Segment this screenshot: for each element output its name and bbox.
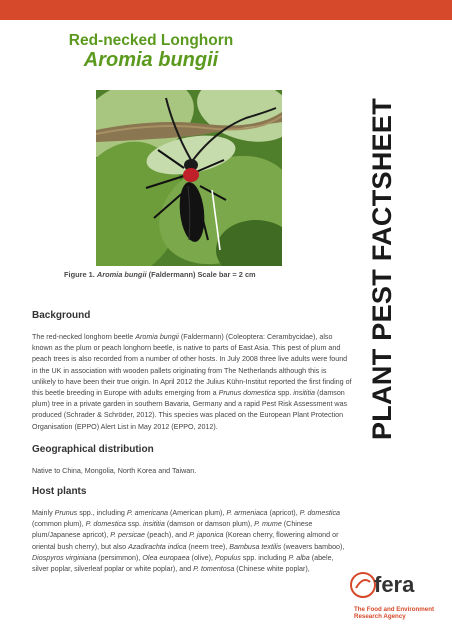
text-run: (American plum), <box>168 509 227 517</box>
figure-caption-label: Figure 1. <box>64 270 95 279</box>
text-run: spp. <box>275 389 294 398</box>
paragraph-background <box>32 332 352 433</box>
text-run: insititia <box>293 389 316 398</box>
logo-subtitle-line-1: The Food and Environment <box>354 606 435 613</box>
top-accent-bar <box>0 0 452 20</box>
text-run: Prunus domestica <box>218 389 276 398</box>
heading-host-plants: Host plants <box>32 486 87 497</box>
text-run: P. domestica <box>299 509 341 517</box>
heading-background: Background <box>32 310 91 321</box>
text-run: Aromia bungii <box>135 333 179 341</box>
text-run: P. persicae <box>110 531 146 540</box>
text-run: (abele, silver poplar, silverleaf poplar or white poplar), and <box>32 553 334 574</box>
text-run: P. japonica <box>189 531 224 540</box>
figure-caption-rest: (Faldermann) Scale bar = 2 cm <box>148 270 256 279</box>
fera-logo <box>346 572 446 632</box>
text-run: P. tomentosa <box>193 565 235 574</box>
text-run: Diospyros virginiana <box>32 553 97 562</box>
text-run: (neem tree), <box>186 542 230 551</box>
text-run: (common plum), <box>32 520 86 529</box>
logo-wordmark: fera <box>374 572 415 597</box>
text-run: spp., including <box>77 509 127 517</box>
text-run: P. alba <box>288 553 310 562</box>
text-run: The red-necked longhorn beetle <box>32 333 136 341</box>
text-run: (Chinese white poplar), <box>234 565 310 574</box>
text-run: (weavers bamboo), <box>281 542 345 551</box>
text-run: (olive), <box>189 553 215 562</box>
text-run: Bambusa textilis <box>229 542 282 551</box>
paragraph-host-plants <box>32 508 352 575</box>
logo-subtitle-line-2: Research Agency <box>354 613 406 621</box>
logo-subtitle <box>354 606 434 621</box>
text-run: Azadirachta indica <box>128 542 187 551</box>
text-run: Prunus <box>54 509 78 517</box>
text-run: (damson or damson plum), <box>164 520 255 529</box>
text-run: insititia <box>143 520 165 529</box>
paragraph-distribution <box>32 466 352 477</box>
heading-distribution: Geographical distribution <box>32 444 154 455</box>
text-run: (Faldermann) (Coleoptera: Cerambycidae), also known as the plum or peach longhorn beetle, is native to parts of East Asia. This pest of plum and peach trees is also recorded from a number of other hosts. In July 2008 three live adults were found in the UK in association with wooden pallets originating from The Netherlands although this is unlikely to have been their true origin. In April 2012 the Julius Kühn-Institut reported the first finding of this beetle breeding in Europe with adults emerging from a <box>32 333 352 398</box>
text-run: P. domestica <box>85 520 126 529</box>
text-run: (apricot), <box>267 509 300 517</box>
figure-caption <box>64 270 256 279</box>
text-run: (persimmon), <box>96 553 143 562</box>
text-run: P. armeniaca <box>226 509 268 517</box>
text-run: ssp. <box>125 520 144 529</box>
text-run: P. mume <box>254 520 282 529</box>
text-run: Native to China, Mongolia, North Korea and Taiwan. <box>32 467 197 475</box>
beetle-photo <box>96 90 282 266</box>
text-run: P. americana <box>126 509 169 517</box>
text-run: Olea europaea <box>142 553 190 562</box>
side-title-vertical: PLANT PEST FACTSHEET <box>367 97 397 440</box>
text-run: spp. including <box>240 553 289 562</box>
text-run: (Korean cherry, flowering almond or oriental bush cherry), but also <box>32 531 339 551</box>
text-run: Populus <box>214 553 241 562</box>
common-name-title: Red-necked Longhorn <box>68 32 234 49</box>
figure-caption-species: Aromia bungii <box>96 270 147 279</box>
text-run: (peach), and <box>145 531 190 540</box>
fera-emblem-icon <box>350 572 376 598</box>
text-run: (Chinese plum/Japanese apricot), <box>32 520 313 540</box>
scientific-name-title: Aromia bungii <box>83 49 219 71</box>
text-run: Mainly <box>32 509 55 517</box>
text-run: (damson plum) tree in a private garden in southern Bavaria, Germany and a rapid Pest Risk Assessment was produced (Schrader & Schröder, 2012). This species was placed on the European Plant Protection Organisation (EPPO) Alert List in May 2012 (EPPO, 2012). <box>32 389 348 431</box>
